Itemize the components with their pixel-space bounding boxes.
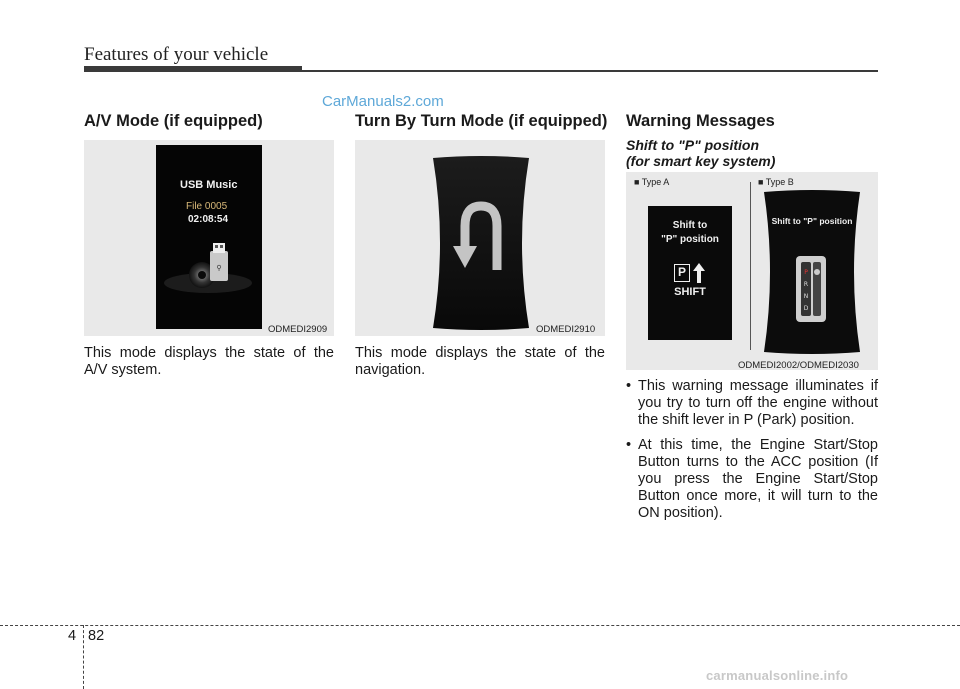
warning-figure xyxy=(626,172,878,370)
type-a-line2: "P" position xyxy=(661,234,719,245)
usb-disc-icon xyxy=(156,233,262,303)
svg-text:N: N xyxy=(803,293,809,300)
type-b-label: ■ Type B xyxy=(758,177,794,187)
warning-subheading-line2: (for smart key system) xyxy=(626,153,776,169)
watermark-link[interactable]: CarManuals2.com xyxy=(322,93,444,110)
list-item xyxy=(626,378,878,429)
av-mode-body: This mode displays the state of the A/V system. xyxy=(84,345,334,378)
av-screen-title: USB Music xyxy=(180,179,238,191)
page-header-title: Features of your vehicle xyxy=(84,44,269,65)
list-item xyxy=(626,437,878,522)
type-a-line1: Shift to xyxy=(672,220,708,231)
warning-bullet-list xyxy=(626,378,878,530)
av-screen-time: 02:08:54 xyxy=(188,214,229,225)
footer-dashed-rule xyxy=(0,625,960,626)
av-mode-heading: A/V Mode (if equipped) xyxy=(84,112,263,130)
av-screen-file: File 0005 xyxy=(186,201,228,212)
bullet-dot-icon: • xyxy=(626,437,632,453)
footer-site-link[interactable]: carmanualsonline.info xyxy=(706,668,849,683)
svg-text:R: R xyxy=(803,281,809,288)
bullet-dot-icon: • xyxy=(626,378,632,394)
bullet-text: At this time, the Engine Start/Stop Button turns to the ACC position (If you press the Engine Start/Stop Button once more, it will turn to the ON position). xyxy=(638,437,878,521)
warning-subheading-line1: Shift to "P" position xyxy=(626,137,760,153)
warning-heading: Warning Messages xyxy=(626,112,775,130)
tbt-figure-code: ODMEDI2910 xyxy=(536,324,596,335)
type-divider xyxy=(750,182,751,350)
svg-text:P: P xyxy=(804,269,808,276)
park-p-icon: P xyxy=(674,264,690,282)
footer-vertical-rule xyxy=(83,625,84,689)
chapter-number: 4 xyxy=(68,628,77,644)
svg-text:D: D xyxy=(803,305,809,312)
header-rule-thin xyxy=(84,70,878,72)
type-b-display xyxy=(762,188,862,356)
page-number: 82 xyxy=(88,628,105,644)
tbt-mode-figure xyxy=(355,140,605,336)
type-a-shift-text: SHIFT xyxy=(674,286,706,298)
type-a-display xyxy=(648,206,732,340)
svg-text:⚲: ⚲ xyxy=(216,264,222,272)
av-figure-code: ODMEDI2909 xyxy=(268,324,328,335)
type-a-label: ■ Type A xyxy=(634,177,670,187)
av-display-screen xyxy=(156,145,262,329)
u-turn-arrow-icon xyxy=(449,196,513,274)
type-b-text: Shift to "P" position xyxy=(771,216,853,226)
shift-up-arrow-icon xyxy=(693,263,705,283)
bullet-text: This warning message illuminates if you try to turn off the engine without the shift lever in P (Park) position. xyxy=(638,378,878,428)
tbt-mode-heading: Turn By Turn Mode (if equipped) xyxy=(355,112,608,130)
tbt-mode-body: This mode displays the state of the navigation. xyxy=(355,345,605,378)
warning-figure-code: ODMEDI2002/ODMEDI2030 xyxy=(738,360,859,371)
av-mode-figure xyxy=(84,140,334,336)
